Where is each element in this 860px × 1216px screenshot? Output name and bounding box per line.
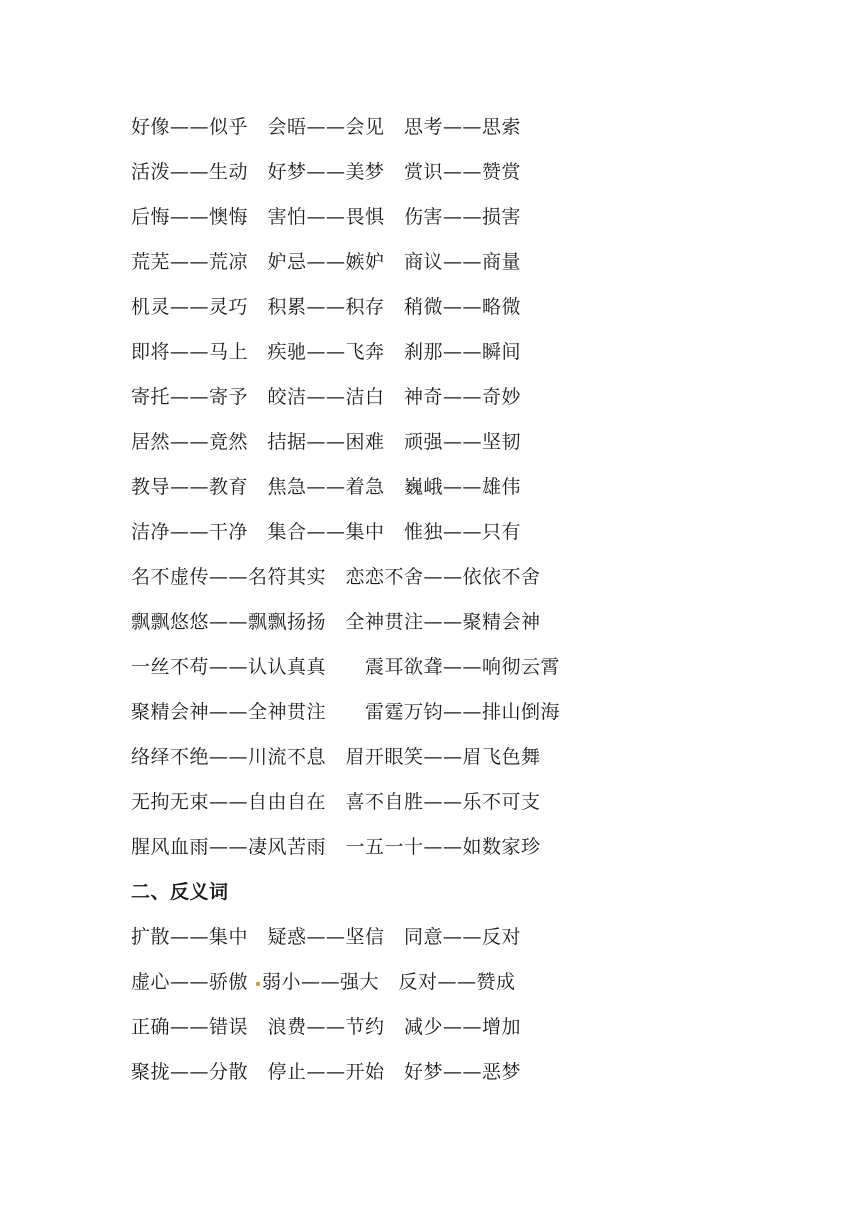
synonym-line: 飘飘悠悠——飘飘扬扬 全神贯注——聚精会神 <box>131 611 541 633</box>
antonym-line <box>131 964 831 1009</box>
synonym-line: 好像——似乎 会晤——会见 思考——思索 <box>131 116 522 138</box>
synonym-line: 洁净——干净 集合——集中 惟独——只有 <box>131 521 522 543</box>
synonym-line: 络绎不绝——川流不息 眉开眼笑——眉飞色舞 <box>131 746 541 768</box>
section-heading-antonyms: 二、反义词 <box>131 881 229 903</box>
synonym-line: 荒芜——荒凉 妒忌——嫉妒 商议——商量 <box>131 251 522 273</box>
document-page <box>131 109 831 1099</box>
synonym-line: 后悔——懊悔 害怕——畏惧 伤害——损害 <box>131 206 522 228</box>
synonym-line: 一丝不苟——认认真真 震耳欲聋——响彻云霄 <box>131 656 561 678</box>
antonym-line: 正确——错误 浪费——节约 减少——增加 <box>131 1016 522 1038</box>
synonym-line: 居然——竟然 拮据——困难 顽强——坚韧 <box>131 431 522 453</box>
dot-mark <box>256 982 260 986</box>
antonym-pair-text: 弱小——强大 反对——赞成 <box>262 971 516 993</box>
antonym-pair-text: 虚心——骄傲 <box>131 971 249 993</box>
synonym-line: 寄托——寄予 皎洁——洁白 神奇——奇妙 <box>131 386 522 408</box>
synonym-line: 聚精会神——全神贯注 雷霆万钧——排山倒海 <box>131 701 561 723</box>
synonym-line: 腥风血雨——凄风苦雨 一五一十——如数家珍 <box>131 836 541 858</box>
synonym-line: 无拘无束——自由自在 喜不自胜——乐不可支 <box>131 791 541 813</box>
antonym-line: 扩散——集中 疑惑——坚信 同意——反对 <box>131 926 522 948</box>
synonym-line: 教导——教育 焦急——着急 巍峨——雄伟 <box>131 476 522 498</box>
synonym-line: 即将——马上 疾驰——飞奔 刹那——瞬间 <box>131 341 522 363</box>
synonym-line: 机灵——灵巧 积累——积存 稍微——略微 <box>131 296 522 318</box>
antonym-line: 聚拢——分散 停止——开始 好梦——恶梦 <box>131 1061 522 1083</box>
synonym-line: 名不虚传——名符其实 恋恋不舍——依依不舍 <box>131 566 541 588</box>
synonym-line: 活泼——生动 好梦——美梦 赏识——赞赏 <box>131 161 522 183</box>
